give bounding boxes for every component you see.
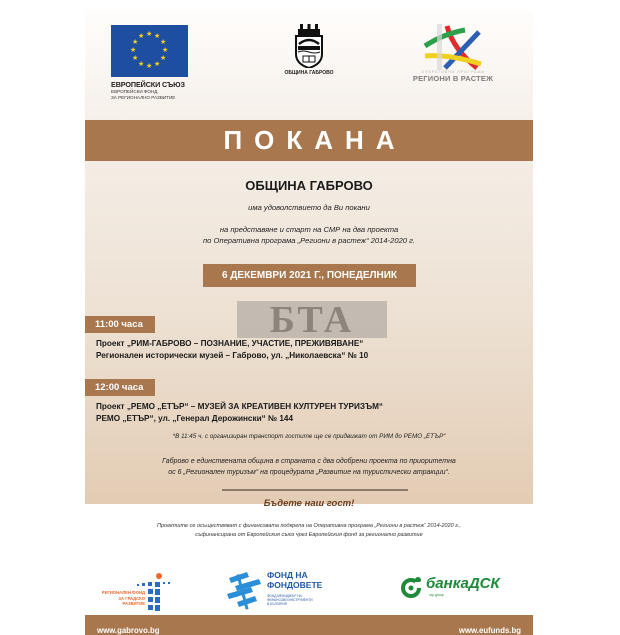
event-details [96, 338, 368, 362]
fof-line-2: ФОНДОВЕТЕ [267, 580, 323, 590]
title-band [85, 120, 533, 161]
event-date-badge: 6 ДЕКЕМВРИ 2021 Г., ПОНЕДЕЛНИК [203, 264, 416, 287]
invitation-title: ПОКАНА [223, 125, 407, 155]
program-subtitle: ОПЕРАТИВНА ПРОГРАМА [421, 70, 485, 74]
event-details [96, 401, 383, 425]
fund-of-funds-logo [225, 568, 345, 613]
eu-flag-icon: ★ ★ ★ ★ ★ ★ ★ ★ ★ ★ ★ ★ [111, 25, 188, 77]
dsk-name: банкаДСК [426, 575, 500, 592]
fof-subtitle [267, 594, 313, 606]
event-project: Проект „РИМ-ГАБРОВО – ПОЗНАНИЕ, УЧАСТИЕ, ПРЕЖИВЯВАНЕ“ [96, 339, 364, 348]
gabrovo-url: www.gabrovo.bg [97, 625, 160, 635]
event-time-badge: 12:00 часа [85, 379, 155, 396]
fof-sub-2: ФИНАНСОВИ ИНСТРУМЕНТИ [267, 598, 313, 602]
fof-title [267, 570, 322, 590]
info-line-1: Габрово е единствената община в страната с два одобрени проекта по приоритетна [162, 458, 456, 465]
rfgr-line-2: ЗА ГРАДСКО [118, 595, 145, 601]
organizer: ОБЩИНА ГАБРОВО [245, 178, 373, 193]
footer-band [85, 615, 533, 635]
event-location: Регионален исторически музей – Габрово, ул. „Николаевска“ № 10 [96, 351, 369, 360]
bta-watermark: БТА [237, 301, 387, 338]
eu-logo [111, 25, 191, 100]
purpose-line-1: на представяне и старт на СМР на два проекта [219, 225, 399, 234]
fof-line-1: ФОНД НА [267, 570, 308, 580]
municipality-label: ОБЩИНА ГАБРОВО [284, 70, 334, 76]
fof-sub-3: В БЪЛГАРИЯ [267, 602, 287, 606]
eu-title: ЕВРОПЕЙСКИ СЪЮЗ [111, 80, 185, 89]
top-logos-band [85, 10, 533, 120]
invitation-body [85, 161, 533, 509]
fof-sub-1: ФОНД МЕНИДЖЪР НА [267, 594, 302, 598]
invitation-document [85, 10, 533, 635]
rfgr-line-1: РЕГИОНАЛЕН ФОНД [101, 590, 145, 595]
event-time-badge: 11:00 часа [85, 316, 155, 333]
closing-text: Бъдете наш гост! [263, 498, 355, 509]
info-line-2: ос 6 „Регионален туризъм“ на процедурата „Развитие на туристически атракции“. [168, 469, 450, 476]
rfgr-line-3: РАЗВИТИЕ [122, 601, 145, 606]
rfgr-text [95, 590, 145, 607]
event-project: Проект „РЕМО „ЕТЪР“ – МУЗЕЙ ЗА КРЕАТИВЕН КУЛТУРЕН ТУРИЗЪМ“ [96, 402, 384, 411]
transport-note: *В 11:45 ч. с организиран транспорт гостите ще се придвижат от РИМ до РЕМО „ЕТЪР“ [172, 433, 446, 440]
program-logo [403, 24, 503, 83]
dsk-bank-logo [401, 575, 511, 605]
regions-in-growth-logo-icon [423, 24, 485, 70]
intro-text: има удоволствието да Ви покани [248, 203, 370, 212]
rfgr-logo [95, 572, 185, 617]
funding-note [85, 522, 533, 540]
purpose-text [85, 224, 533, 246]
eu-subtitle-1: ЕВРОПЕЙСКИ ФОНД [111, 89, 158, 94]
program-title: РЕГИОНИ В РАСТЕЖ [412, 74, 494, 83]
eufunds-url: www.eufunds.bg [458, 625, 521, 635]
divider [222, 489, 408, 491]
event-location: РЕМО „ЕТЪР“, ул. „Генерал Дерожински“ № 144 [96, 414, 294, 423]
funding-line-2: съфинансирана от Европейския съюз чрез Европейския фонд за регионално развитие [195, 532, 423, 538]
municipality-logo [270, 24, 348, 76]
purpose-line-2: по Оперативна програма „Региони в растеж“ 2014-2020 г. [202, 236, 415, 245]
funding-line-1: Проектите се осъществяват с финансовата подкрепа на Оперативна програма „Региони в растеж“ 2014-2020 г., [157, 523, 461, 529]
fund-of-funds-logo-icon [225, 570, 263, 612]
dsk-bank-logo-icon [401, 576, 423, 598]
info-paragraph [85, 456, 533, 478]
dsk-subtitle: otp group [429, 593, 444, 597]
gabrovo-coat-of-arms-icon [294, 24, 324, 68]
eu-subtitle-2: ЗА РЕГИОНАЛНО РАЗВИТИЕ [111, 94, 176, 100]
